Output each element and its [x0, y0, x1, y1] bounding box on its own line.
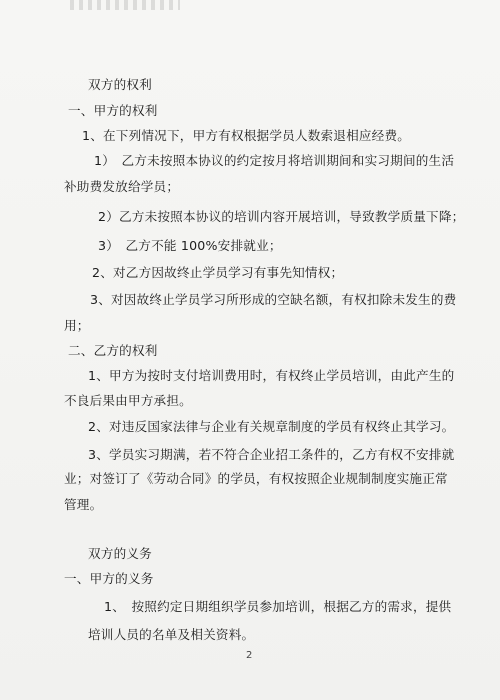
paragraph-line: 2、对违反国家法律与企业有关规章制度的学员有权终止其学习。	[88, 419, 455, 434]
paragraph-line: 业；对签订了《劳动合同》的学员，有权按照企业规制制度实施正常	[64, 471, 448, 486]
paragraph-line: 1、在下列情况下，甲方有权根据学员人数索退相应经费。	[82, 128, 411, 143]
paragraph-line: 用；	[64, 318, 90, 333]
paragraph-line: 3、学员实习期满，若不符合企业招工条件的，乙方有权不安排就	[88, 447, 455, 462]
paragraph-line: 补助费发放给学员；	[64, 179, 180, 194]
page-number: 2	[246, 650, 253, 661]
section-heading-obligations: 双方的义务	[88, 546, 152, 561]
section-heading-rights: 双方的权利	[88, 77, 152, 92]
paragraph-line: 1、 按照约定日期组织学员参加培训，根据乙方的需求，提供	[104, 599, 452, 614]
scan-artifact	[70, 0, 180, 10]
paragraph-line: 3、对因故终止学员学习所形成的空缺名额，有权扣除未发生的费	[90, 292, 457, 307]
subheading-party-b-rights: 二、乙方的权利	[68, 343, 158, 358]
paragraph-line: 1） 乙方未按照本协议的约定按月将培训期间和实习期间的生活	[94, 153, 455, 168]
paragraph-line: 3） 乙方不能 100%安排就业；	[98, 238, 282, 253]
paragraph-line: 2、对乙方因故终止学员学习有事先知情权；	[92, 265, 344, 280]
paragraph-line: 不良后果由甲方承担。	[64, 393, 192, 408]
subheading-party-a-rights: 一、甲方的权利	[68, 103, 158, 118]
paragraph-line: 培训人员的名单及相关资料。	[88, 627, 255, 642]
subheading-party-a-obligations: 一、甲方的义务	[64, 571, 154, 586]
paragraph-line: 1、甲方为按时支付培训费用时，有权终止学员培训，由此产生的	[88, 368, 455, 383]
paragraph-line: 2）乙方未按照本协议的培训内容开展培训，导致教学质量下降；	[98, 209, 465, 224]
paragraph-line: 管理。	[64, 497, 103, 512]
